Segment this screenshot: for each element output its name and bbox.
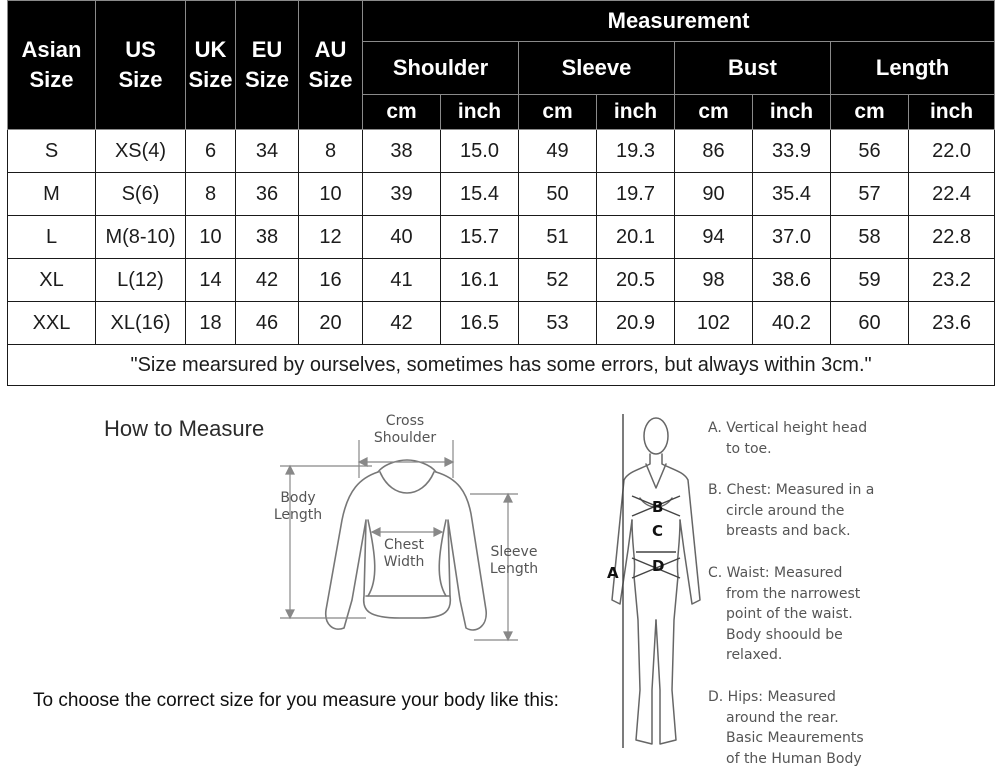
cell: XS(4) — [96, 130, 186, 173]
marker-c: C — [652, 522, 664, 540]
marker-a: A — [607, 564, 619, 582]
cell: S — [8, 130, 96, 173]
header-asian-size: Asian Size — [8, 1, 96, 130]
cell: 10 — [186, 216, 236, 259]
cell: 51 — [519, 216, 597, 259]
header-length: Length — [831, 42, 995, 95]
cell: XL(16) — [96, 302, 186, 345]
cell: 59 — [831, 259, 909, 302]
cell: 15.4 — [441, 173, 519, 216]
header-bust: Bust — [675, 42, 831, 95]
header-au-size: AU Size — [299, 1, 363, 130]
cell: 37.0 — [753, 216, 831, 259]
cell: 38 — [236, 216, 299, 259]
header-sleeve: Sleeve — [519, 42, 675, 95]
cell: 14 — [186, 259, 236, 302]
cell: 35.4 — [753, 173, 831, 216]
cell: 8 — [186, 173, 236, 216]
header-uk-size: UK Size — [186, 1, 236, 130]
cell: 20.1 — [597, 216, 675, 259]
header-measurement: Measurement — [363, 1, 995, 42]
cell: 19.7 — [597, 173, 675, 216]
cell: XL — [8, 259, 96, 302]
cell: 15.7 — [441, 216, 519, 259]
unit-cm: cm — [519, 95, 597, 130]
cell: 8 — [299, 130, 363, 173]
cell: 49 — [519, 130, 597, 173]
header-shoulder: Shoulder — [363, 42, 519, 95]
cell: S(6) — [96, 173, 186, 216]
legend-a: A. Vertical height head to toe. — [708, 420, 868, 457]
cell: 94 — [675, 216, 753, 259]
cell: 56 — [831, 130, 909, 173]
how-to-measure-title: How to Measure — [104, 416, 265, 441]
cell: M(8-10) — [96, 216, 186, 259]
cell: 23.2 — [909, 259, 995, 302]
cell: 33.9 — [753, 130, 831, 173]
cell: 22.4 — [909, 173, 995, 216]
cell: 38.6 — [753, 259, 831, 302]
cell: 22.8 — [909, 216, 995, 259]
cell: 18 — [186, 302, 236, 345]
body-length-label: Body Length — [273, 490, 323, 523]
unit-inch: inch — [597, 95, 675, 130]
choose-size-instruction: To choose the correct size for you measure your body like this: — [33, 690, 559, 711]
cell: 57 — [831, 173, 909, 216]
sleeve-length-label: Sleeve Length — [489, 544, 539, 577]
cell: 39 — [363, 173, 441, 216]
chest-width-label: Chest Width — [383, 537, 425, 570]
cell: 16.1 — [441, 259, 519, 302]
cell: 12 — [299, 216, 363, 259]
unit-inch: inch — [753, 95, 831, 130]
cell: 20 — [299, 302, 363, 345]
cell: 42 — [236, 259, 299, 302]
cell: XXL — [8, 302, 96, 345]
cell: 38 — [363, 130, 441, 173]
cell: 41 — [363, 259, 441, 302]
cell: 60 — [831, 302, 909, 345]
cell: 46 — [236, 302, 299, 345]
unit-inch: inch — [441, 95, 519, 130]
cell: 50 — [519, 173, 597, 216]
unit-cm: cm — [831, 95, 909, 130]
cell: L(12) — [96, 259, 186, 302]
cell: 36 — [236, 173, 299, 216]
legend-d: D. Hips: Measured around the rear. Basic Meaurements of the Human Body — [708, 689, 864, 767]
cell: 42 — [363, 302, 441, 345]
cell: 15.0 — [441, 130, 519, 173]
cell: 19.3 — [597, 130, 675, 173]
legend-c: C. Waist: Measured from the narrowest point of the waist. Body shoould be relaxed. — [708, 565, 861, 663]
cell: 52 — [519, 259, 597, 302]
unit-inch: inch — [909, 95, 995, 130]
cell: 40 — [363, 216, 441, 259]
measurement-note: "Size mearsured by ourselves, sometimes has some errors, but always within 3cm." — [8, 345, 995, 386]
unit-cm: cm — [675, 95, 753, 130]
cell: M — [8, 173, 96, 216]
cell: 20.9 — [597, 302, 675, 345]
cell: 20.5 — [597, 259, 675, 302]
cross-shoulder-label: Cross Shoulder — [373, 413, 437, 446]
cell: 23.6 — [909, 302, 995, 345]
legend-b: B. Chest: Measured in a circle around the breasts and back. — [708, 482, 875, 539]
cell: 58 — [831, 216, 909, 259]
cell: 16 — [299, 259, 363, 302]
marker-b: B — [652, 498, 664, 516]
header-us-size: US Size — [96, 1, 186, 130]
header-eu-size: EU Size — [236, 1, 299, 130]
cell: 98 — [675, 259, 753, 302]
human-body-drawing — [612, 418, 700, 744]
cell: L — [8, 216, 96, 259]
cell: 34 — [236, 130, 299, 173]
cell: 86 — [675, 130, 753, 173]
cell: 102 — [675, 302, 753, 345]
cell: 10 — [299, 173, 363, 216]
cell: 40.2 — [753, 302, 831, 345]
cell: 90 — [675, 173, 753, 216]
cell: 16.5 — [441, 302, 519, 345]
marker-d: D — [652, 557, 665, 575]
cell: 6 — [186, 130, 236, 173]
cell: 22.0 — [909, 130, 995, 173]
unit-cm: cm — [363, 95, 441, 130]
cell: 53 — [519, 302, 597, 345]
